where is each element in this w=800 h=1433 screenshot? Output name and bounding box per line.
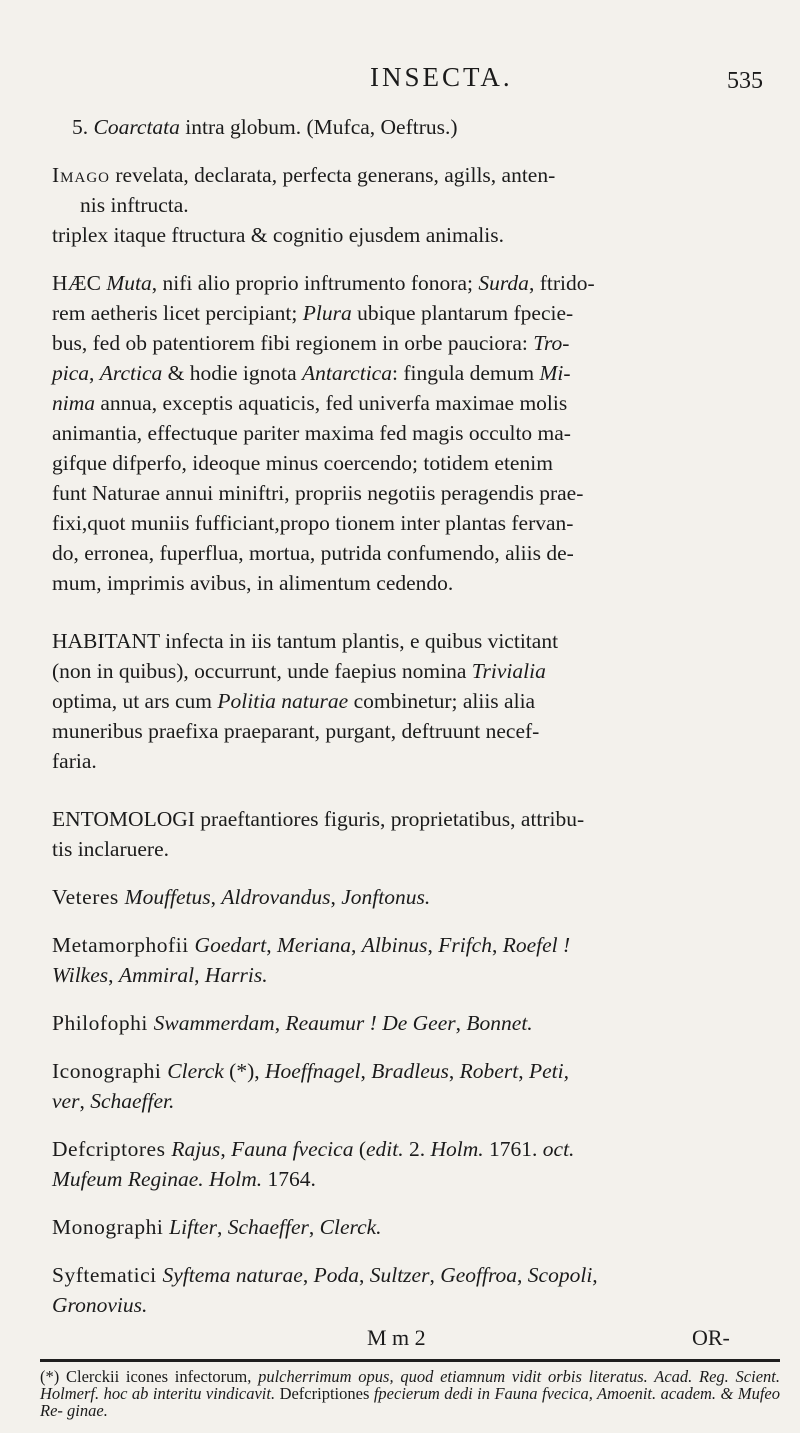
- page-number: 535: [727, 68, 763, 94]
- catchword: OR-: [692, 1325, 730, 1350]
- page-body: [52, 112, 772, 1320]
- signature-line: [52, 1325, 772, 1355]
- monographi-line: Monographi Lifter, Schaeffer, Clerck.: [52, 1215, 382, 1239]
- imago-paragraph: Imago revelata, declarata, perfecta generans, agills, anten- nis inftructa. triplex itaque ftructura & cognitio ejusdem animalis.: [52, 163, 556, 247]
- page-header: [0, 62, 800, 102]
- signature-mark: M m 2: [367, 1325, 426, 1350]
- habitant-paragraph: HABITANT infecta in iis tantum plantis, e quibus victitant (non in quibus), occurrunt, unde faepius nomina Trivialia optima, ut ars cum Politia naturae combinetur; aliis alia muneribus praefixa praeparant, purgant, deftruunt necef- faria.: [52, 629, 559, 773]
- haec-paragraph: HÆC Muta, nifi alio proprio inftrumento fonora; Surda, ftrido- rem aetheris licet percipiant; Plura ubique plantarum fpecie- bus, fed ob patentiorem fibi regionem in orbe pauciora: Tro- pica, Arctica & hodie ignota Antarctica: fingula demum Mi- nima annua, exceptis aquaticis, fed univerfa maximae molis animantia, effectuque pariter maxima fed magis occulto ma- gifque difperfo, ideoque minus coercendo; totidem etenim funt Naturae annui miniftri, propriis negotiis peragendis prae- fixi,quot muniis fufficiant,propo tionem inter plantas fervan- do, erronea, fuperflua, mortua, putrida confumendo, aliis de- mum, imprimis avibus, in alimentum cedendo.: [52, 271, 595, 595]
- systematici-entry: Syftematici Syftema naturae, Poda, Sultzer, Geoffroa, Scopoli, Gronovius.: [52, 1263, 598, 1317]
- section-5-heading: 5. Coarctata intra globum. (Mufca, Oeftrus.): [72, 115, 458, 139]
- veteres-line: Veteres Mouffetus, Aldrovandus, Jonftonus.: [52, 885, 431, 909]
- philosophi-line: Philofophi Swammerdam, Reaumur ! De Geer, Bonnet.: [52, 1011, 533, 1035]
- metamorphosii-entry: Metamorphofii Goedart, Meriana, Albinus, Frifch, Roefel ! Wilkes, Ammiral, Harris.: [52, 933, 571, 987]
- footnote-rule: [40, 1359, 780, 1362]
- descriptores-entry: Defcriptores Rajus, Fauna fvecica (edit. 2. Holm. 1761. oct. Mufeum Reginae. Holm. 1764.: [52, 1137, 575, 1191]
- running-head: INSECTA.: [370, 62, 513, 92]
- footnote: (*) Clerckii icones infectorum, pulcherrimum opus, quod etiamnum vidit orbis literatus. Acad. Reg. Scient. Holmerf. hoc ab interitu vindicavit. Defcriptiones fpecierum dedi in Fauna fvecica, Amoenit. academ. & Mufeo Re- ginae.: [40, 1367, 780, 1420]
- iconographi-entry: Iconographi Clerck (*), Hoeffnagel, Bradleus, Robert, Peti, ver, Schaeffer.: [52, 1059, 569, 1113]
- entomologi-paragraph: ENTOMOLOGI praeftantiores figuris, proprietatibus, attribu- tis inclaruere.: [52, 807, 585, 861]
